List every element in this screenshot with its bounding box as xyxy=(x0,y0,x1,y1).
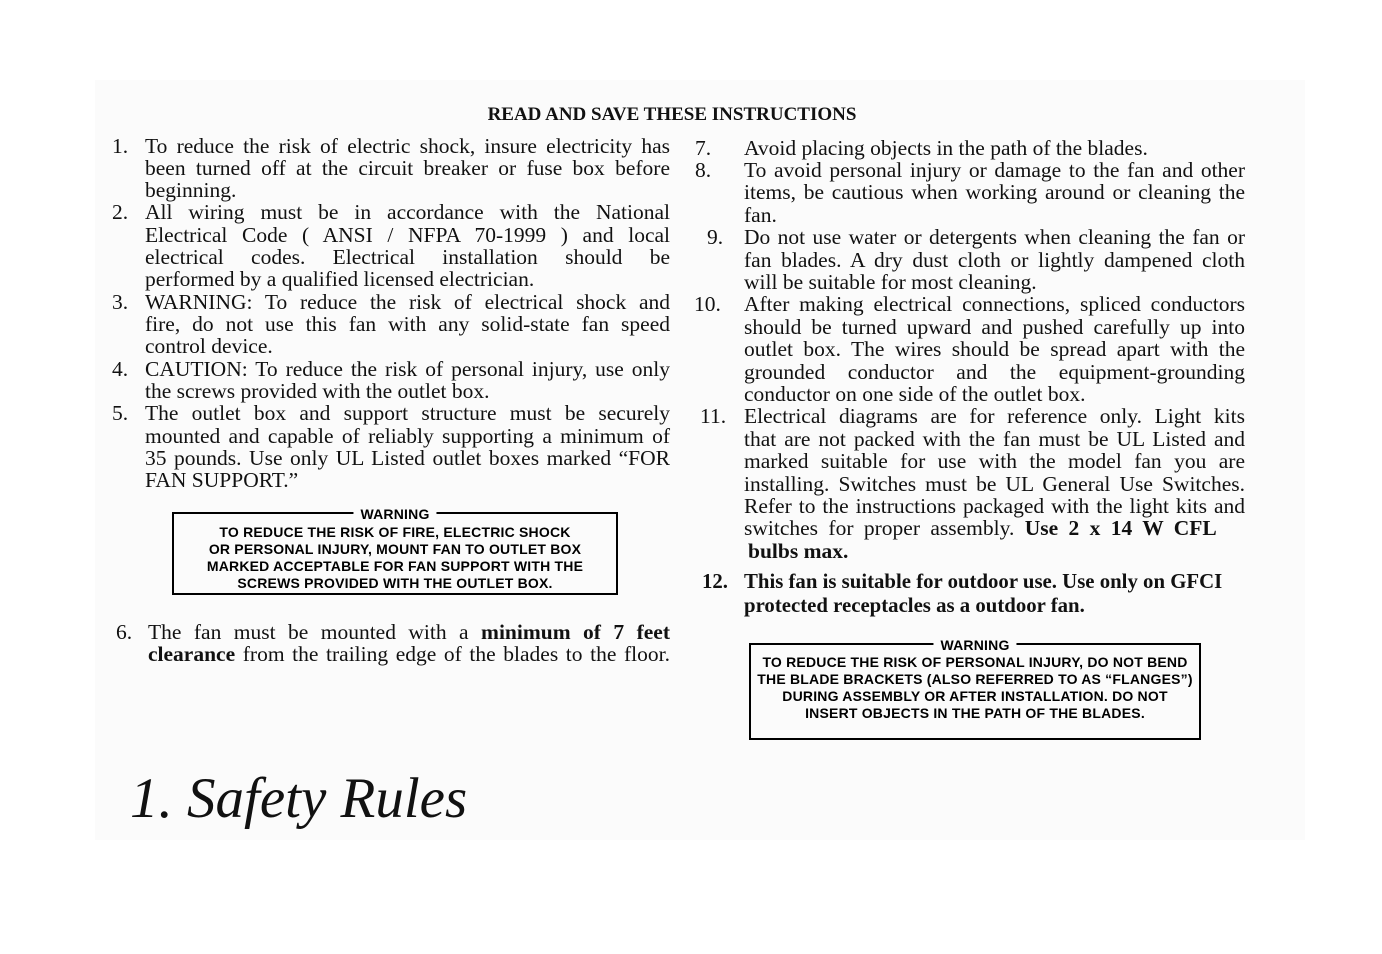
text-line: the screws provided with the outlet box. xyxy=(145,379,490,404)
instruction-item-9 xyxy=(694,226,1245,293)
section-heading: 1. Safety Rules xyxy=(130,767,468,830)
item-number: 3. xyxy=(112,289,129,314)
item-number: 4. xyxy=(112,356,129,381)
text-line: marked suitable for use with the model fan you are xyxy=(744,449,1245,474)
warning-line: TO REDUCE THE RISK OF PERSONAL INJURY, DO NOT BEND xyxy=(762,653,1188,670)
text-line: beginning. xyxy=(145,178,237,203)
bold-text-line: bulbs max. xyxy=(748,538,849,563)
text-line: Refer to the instructions packaged with the light kits and xyxy=(744,494,1245,518)
item-number: 10. xyxy=(694,292,721,317)
text-line: items, be cautious when working around or cleaning the xyxy=(744,180,1245,205)
instruction-item-7 xyxy=(694,137,1245,159)
item-number: 7. xyxy=(695,135,712,160)
item-number: 8. xyxy=(695,157,712,182)
item-text xyxy=(145,201,670,290)
text-line: electrical codes. Electrical installation should be xyxy=(145,245,670,270)
instruction-item-6-row xyxy=(116,621,670,666)
text-line: control device. xyxy=(145,334,273,359)
item-text xyxy=(145,358,670,403)
text-line: performed by a qualified licensed electrician. xyxy=(145,267,535,292)
item-text xyxy=(145,402,670,491)
text-line: CAUTION: To reduce the risk of personal injury, use only xyxy=(145,356,670,381)
text-line: been turned off at the circuit breaker or fuse box before xyxy=(145,155,670,180)
item-number: 12. xyxy=(702,570,728,594)
warning-label: WARNING xyxy=(353,506,436,523)
item-text xyxy=(145,135,670,202)
instruction-item-11 xyxy=(694,405,1245,562)
text-line: Do not use water or detergents when cleaning the fan or xyxy=(744,225,1245,250)
text-line: This fan is suitable for outdoor use. Use only on GFCI xyxy=(744,570,1223,594)
right-instruction-list xyxy=(694,137,1245,563)
item-text xyxy=(744,159,1245,226)
warning-line: TO REDUCE THE RISK OF FIRE, ELECTRIC SHOCK xyxy=(219,523,571,540)
warning-line: THE BLADE BRACKETS (ALSO REFERRED TO AS “FLANGES”) xyxy=(757,670,1193,687)
text-line: fan blades. A dry dust cloth or lightly dampened cloth xyxy=(744,247,1245,272)
instruction-item-4 xyxy=(112,358,670,403)
warning-line: DURING ASSEMBLY OR AFTER INSTALLATION. DO NOT xyxy=(782,688,1168,705)
text-line: Electrical diagrams are for reference only. Light kits xyxy=(744,404,1245,429)
instruction-item-5 xyxy=(112,402,670,491)
instruction-item-6 xyxy=(116,621,670,666)
text-line: WARNING: To reduce the risk of electrical shock and xyxy=(145,289,670,314)
text-segment: The fan must be mounted with a xyxy=(148,619,482,644)
item-text xyxy=(148,621,670,666)
text-line: The outlet box and support structure must be securely xyxy=(145,401,670,426)
warning-line: MARKED ACCEPTABLE FOR FAN SUPPORT WITH THE xyxy=(206,557,584,574)
text-line: mounted and capable of reliably supporting a minimum of xyxy=(145,423,670,448)
item-number: 9. xyxy=(707,225,724,250)
warning-line: SCREWS PROVIDED WITH THE OUTLET BOX. xyxy=(237,574,553,591)
warning-box-outlet xyxy=(172,506,618,595)
text-line: grounded conductor and the equipment-grounding xyxy=(744,359,1245,384)
text-line: outlet box. The wires should be spread apart with the xyxy=(744,337,1245,362)
text-line: FAN SUPPORT.” xyxy=(145,468,299,493)
text-line xyxy=(744,517,1245,539)
text-line: installing. Switches must be UL General Use Switches. xyxy=(744,471,1245,496)
text-line: conductor on one side of the outlet box. xyxy=(744,381,1086,406)
instruction-item-8 xyxy=(694,159,1245,226)
instruction-item-3 xyxy=(112,291,670,358)
warning-box-blade-brackets xyxy=(749,637,1201,740)
bold-text-segment: clearance xyxy=(148,642,236,666)
text-segment: switches for proper assembly. xyxy=(744,516,1025,541)
text-line: Avoid placing objects in the path of the blades. xyxy=(744,135,1148,160)
item-text xyxy=(744,405,1245,562)
item-number: 2. xyxy=(112,200,129,225)
text-line: To reduce the risk of electric shock, insure electricity has xyxy=(145,133,670,158)
item-text xyxy=(744,570,1245,617)
text-line xyxy=(148,621,670,644)
text-line: that are not packed with the fan must be UL Listed and xyxy=(744,426,1245,451)
text-line: should be turned upward and pushed carefully up into xyxy=(744,314,1245,339)
warning-text xyxy=(751,654,1199,723)
instruction-item-2 xyxy=(112,201,670,290)
instruction-item-12-row xyxy=(694,570,1245,617)
text-line: After making electrical connections, spliced conductors xyxy=(744,292,1245,317)
instruction-item-12 xyxy=(694,570,1245,617)
item-number: 6. xyxy=(116,619,133,644)
warning-text xyxy=(174,524,616,592)
item-number: 5. xyxy=(112,401,129,426)
text-line: protected receptacles as a outdoor fan. xyxy=(744,593,1085,617)
text-line: To avoid personal injury or damage to the fan and other xyxy=(744,157,1245,182)
text-line: fan. xyxy=(744,202,777,227)
text-line: fire, do not use this fan with any solid-state fan speed xyxy=(145,312,670,337)
left-instruction-list xyxy=(112,135,670,492)
item-text xyxy=(145,291,670,358)
item-text xyxy=(744,293,1245,405)
text-line: 35 pounds. Use only UL Listed outlet boxes marked “FOR xyxy=(145,446,670,471)
bold-text-segment: minimum of 7 feet xyxy=(481,619,670,644)
text-line: Electrical Code ( ANSI / NFPA 70-1999 ) and local xyxy=(145,222,670,247)
instruction-item-10 xyxy=(694,293,1245,405)
warning-line: OR PERSONAL INJURY, MOUNT FAN TO OUTLET BOX xyxy=(208,540,582,557)
item-number: 11. xyxy=(700,404,727,429)
text-segment: from the trailing edge of the blades to the floor. xyxy=(235,642,670,666)
instruction-item-1 xyxy=(112,135,670,202)
text-line: All wiring must be in accordance with the National xyxy=(145,200,670,225)
text-line: will be suitable for most cleaning. xyxy=(744,269,1037,294)
warning-label: WARNING xyxy=(933,637,1016,654)
item-text xyxy=(744,137,1245,159)
text-line xyxy=(148,643,670,666)
item-text xyxy=(744,226,1245,293)
item-number: 1. xyxy=(112,133,129,158)
page-title: READ AND SAVE THESE INSTRUCTIONS xyxy=(487,104,857,125)
warning-line: INSERT OBJECTS IN THE PATH OF THE BLADES. xyxy=(805,705,1145,722)
bold-text-segment: Use 2 x 14 W CFL xyxy=(1024,516,1217,541)
